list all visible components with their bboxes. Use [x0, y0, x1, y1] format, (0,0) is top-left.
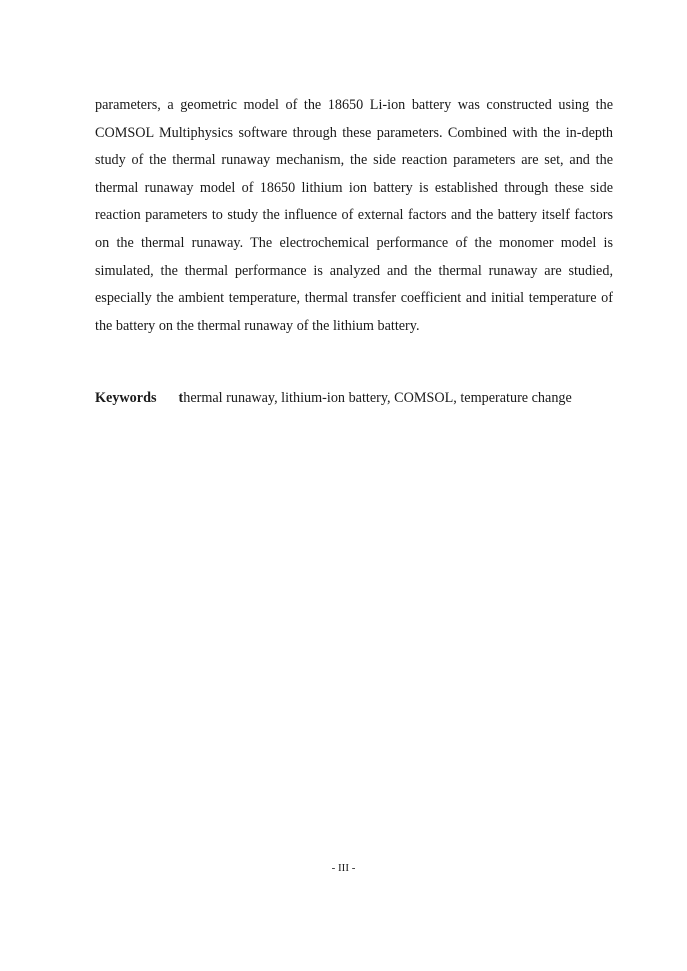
keywords-first-letter: t — [178, 390, 184, 406]
keywords-text: hermal runaway, lithium-ion battery, COMSOL, temperature change — [183, 390, 572, 406]
abstract-paragraph: parameters, a geometric model of the 18650 Li-ion battery was constructed using the COMSOL Multiphysics software through these parameters. Combined with the in-depth study of the thermal runaway mechanism, the side reaction parameters are set, and the thermal runaway model of 18650 lithium ion battery is established through these side reaction parameters to study the influence of external factors and the battery itself factors on the thermal runaway. The electrochemical performance of the monomer model is simulated, the thermal performance is analyzed and the thermal runaway are studied, especially the ambient temperature, thermal transfer coefficient and initial temperature of the battery on the thermal runaway of the lithium battery. — [95, 97, 613, 334]
page-number: - III - — [331, 862, 356, 874]
keywords-line — [95, 385, 613, 413]
keywords-label: Keywords — [95, 390, 157, 406]
